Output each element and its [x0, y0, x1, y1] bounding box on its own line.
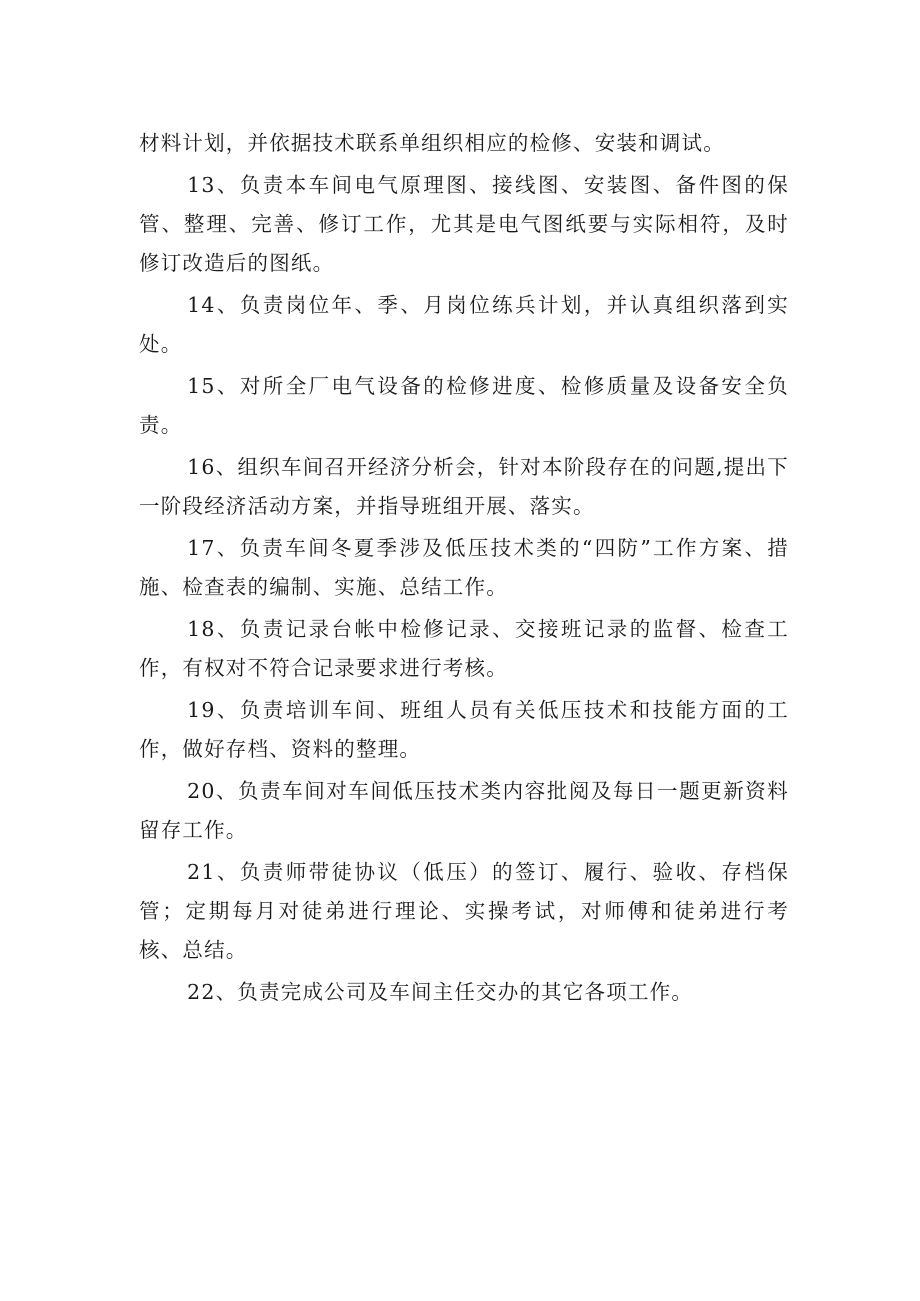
paragraph-item-18: 18、负责记录台帐中检修记录、交接班记录的监督、检查工作，有权对不符合记录要求进行考核。 — [139, 617, 789, 680]
paragraph-item-22: 22、负责完成公司及车间主任交办的其它各项工作。 — [187, 980, 694, 1004]
paragraph-item-15: 15、对所全厂电气设备的检修进度、检修质量及设备安全负责。 — [139, 374, 789, 437]
paragraph-item-21: 21、负责师带徒协议（低压）的签订、履行、验收、存档保管；定期每月对徒弟进行理论、实操考试，对师傅和徒弟进行考核、总结。 — [139, 860, 789, 962]
paragraph-item-17: 17、负责车间冬夏季涉及低压技术类的“四防”工作方案、措施、检查表的编制、实施、总结工作。 — [139, 536, 789, 599]
document-body — [139, 124, 789, 1012]
paragraph-continuation: 材料计划，并依据技术联系单组织相应的检修、安装和调试。 — [139, 131, 725, 155]
paragraph-item-16: 16、组织车间召开经济分析会，针对本阶段存在的问题,提出下一阶段经济活动方案，并指导班组开展、落实。 — [139, 455, 789, 518]
paragraph-item-19: 19、负责培训车间、班组人员有关低压技术和技能方面的工作，做好存档、资料的整理。 — [139, 698, 789, 761]
paragraph-item-20: 20、负责车间对车间低压技术类内容批阅及每日一题更新资料留存工作。 — [139, 779, 789, 842]
paragraph-item-14: 14、负责岗位年、季、月岗位练兵计划，并认真组织落到实处。 — [139, 293, 789, 356]
paragraph-item-13: 13、负责本车间电气原理图、接线图、安装图、备件图的保管、整理、完善、修订工作，尤其是电气图纸要与实际相符，及时修订改造后的图纸。 — [139, 173, 789, 275]
